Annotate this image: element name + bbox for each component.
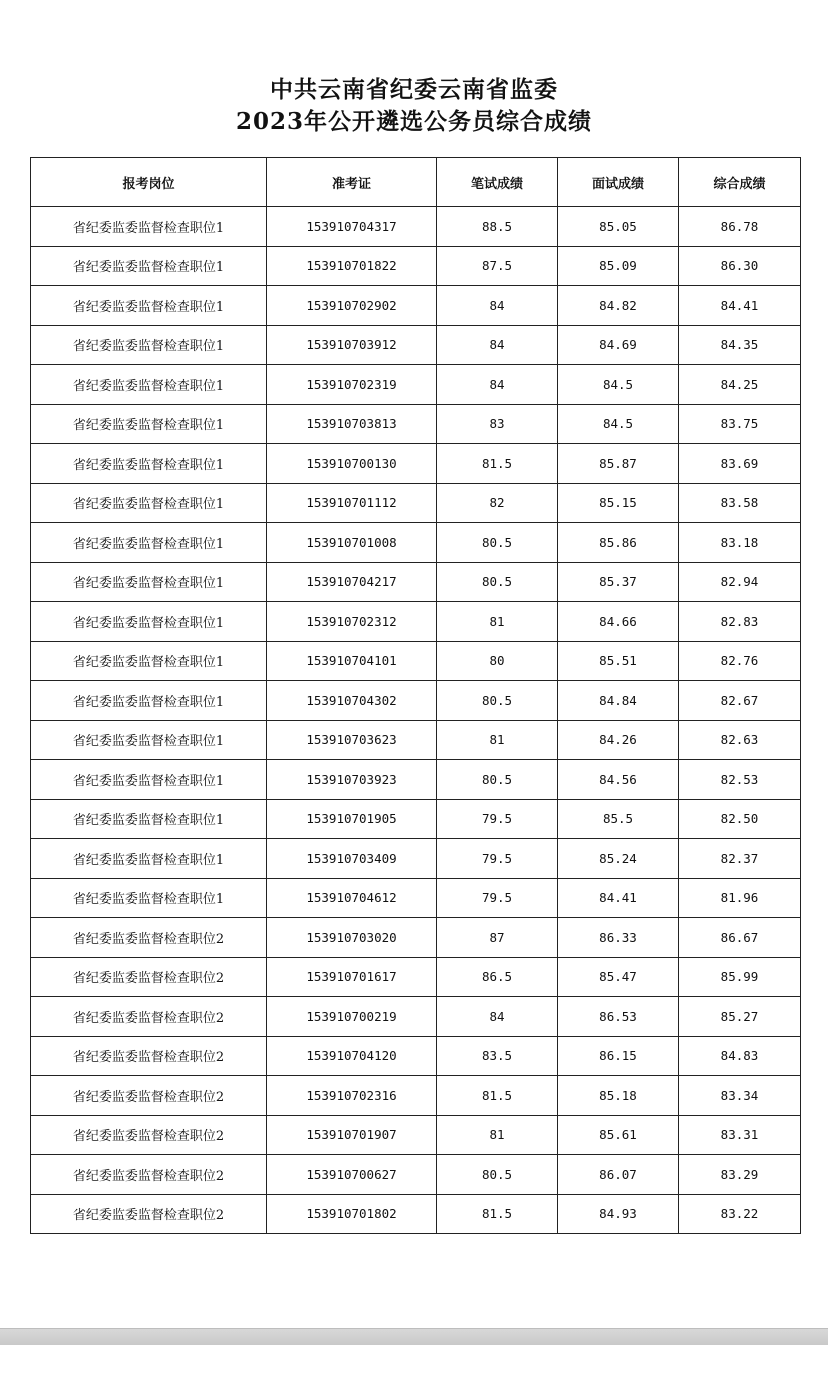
cell-interview-score: 85.51 [558, 641, 679, 681]
cell-written-score: 80.5 [437, 760, 558, 800]
cell-total-score: 84.35 [679, 325, 801, 365]
cell-interview-score: 84.5 [558, 365, 679, 405]
table-row [31, 444, 801, 484]
cell-written-score: 81.5 [437, 1076, 558, 1116]
cell-interview-score: 84.69 [558, 325, 679, 365]
table-row [31, 799, 801, 839]
cell-ticket-number: 153910701822 [267, 246, 437, 286]
table-row [31, 720, 801, 760]
cell-written-score: 81 [437, 1115, 558, 1155]
cell-total-score: 85.27 [679, 997, 801, 1037]
cell-ticket-number: 153910704101 [267, 641, 437, 681]
cell-ticket-number: 153910701617 [267, 957, 437, 997]
cell-ticket-number: 153910701907 [267, 1115, 437, 1155]
cell-ticket-number: 153910703623 [267, 720, 437, 760]
cell-total-score: 82.76 [679, 641, 801, 681]
cell-written-score: 86.5 [437, 957, 558, 997]
cell-interview-score: 85.86 [558, 523, 679, 563]
document-subtitle: 2023年公开遴选公务员综合成绩 [235, 108, 592, 135]
cell-total-score: 82.67 [679, 681, 801, 721]
cell-ticket-number: 153910703923 [267, 760, 437, 800]
cell-interview-score: 85.18 [558, 1076, 679, 1116]
cell-position: 省纪委监委监督检查职位1 [31, 246, 267, 286]
cell-written-score: 83.5 [437, 1036, 558, 1076]
cell-ticket-number: 153910700130 [267, 444, 437, 484]
table-row [31, 562, 801, 602]
cell-written-score: 82 [437, 483, 558, 523]
table-row [31, 286, 801, 326]
cell-total-score: 85.99 [679, 957, 801, 997]
cell-written-score: 80 [437, 641, 558, 681]
cell-ticket-number: 153910702316 [267, 1076, 437, 1116]
cell-interview-score: 86.53 [558, 997, 679, 1037]
cell-interview-score: 85.09 [558, 246, 679, 286]
cell-position: 省纪委监委监督检查职位2 [31, 957, 267, 997]
table-row [31, 1036, 801, 1076]
cell-total-score: 83.58 [679, 483, 801, 523]
cell-written-score: 80.5 [437, 681, 558, 721]
table-body [31, 207, 801, 1234]
cell-written-score: 81.5 [437, 444, 558, 484]
document-title: 中共云南省纪委云南省监委 [270, 76, 558, 103]
table-row [31, 246, 801, 286]
cell-position: 省纪委监委监督检查职位1 [31, 602, 267, 642]
cell-ticket-number: 153910700219 [267, 997, 437, 1037]
cell-ticket-number: 153910703409 [267, 839, 437, 879]
cell-position: 省纪委监委监督检查职位1 [31, 483, 267, 523]
table-row [31, 404, 801, 444]
cell-total-score: 86.67 [679, 918, 801, 958]
cell-interview-score: 85.47 [558, 957, 679, 997]
table-row [31, 523, 801, 563]
cell-written-score: 87.5 [437, 246, 558, 286]
cell-ticket-number: 153910702312 [267, 602, 437, 642]
cell-position: 省纪委监委监督检查职位1 [31, 760, 267, 800]
header-total-score: 综合成绩 [679, 158, 801, 207]
cell-position: 省纪委监委监督检查职位1 [31, 207, 267, 247]
table-row [31, 365, 801, 405]
table-row [31, 1155, 801, 1195]
table-row [31, 641, 801, 681]
cell-written-score: 81 [437, 602, 558, 642]
cell-total-score: 82.63 [679, 720, 801, 760]
cell-position: 省纪委监委监督检查职位1 [31, 641, 267, 681]
cell-ticket-number: 153910704120 [267, 1036, 437, 1076]
cell-written-score: 80.5 [437, 1155, 558, 1195]
cell-total-score: 84.25 [679, 365, 801, 405]
cell-ticket-number: 153910702902 [267, 286, 437, 326]
cell-total-score: 84.83 [679, 1036, 801, 1076]
cell-position: 省纪委监委监督检查职位2 [31, 1076, 267, 1116]
cell-total-score: 86.30 [679, 246, 801, 286]
cell-interview-score: 86.07 [558, 1155, 679, 1195]
cell-position: 省纪委监委监督检查职位1 [31, 325, 267, 365]
cell-position: 省纪委监委监督检查职位1 [31, 562, 267, 602]
cell-position: 省纪委监委监督检查职位1 [31, 404, 267, 444]
table-row [31, 878, 801, 918]
cell-total-score: 84.41 [679, 286, 801, 326]
cell-interview-score: 84.93 [558, 1194, 679, 1234]
cell-ticket-number: 153910703813 [267, 404, 437, 444]
score-table [30, 157, 801, 1234]
cell-position: 省纪委监委监督检查职位1 [31, 799, 267, 839]
cell-position: 省纪委监委监督检查职位2 [31, 1155, 267, 1195]
cell-ticket-number: 153910701802 [267, 1194, 437, 1234]
cell-position: 省纪委监委监督检查职位1 [31, 839, 267, 879]
cell-position: 省纪委监委监督检查职位2 [31, 1194, 267, 1234]
cell-ticket-number: 153910700627 [267, 1155, 437, 1195]
cell-written-score: 80.5 [437, 562, 558, 602]
cell-total-score: 83.18 [679, 523, 801, 563]
cell-written-score: 84 [437, 286, 558, 326]
cell-total-score: 82.83 [679, 602, 801, 642]
cell-interview-score: 84.84 [558, 681, 679, 721]
table-row [31, 1194, 801, 1234]
header-ticket-number: 准考证 [267, 158, 437, 207]
cell-interview-score: 84.26 [558, 720, 679, 760]
cell-position: 省纪委监委监督检查职位1 [31, 720, 267, 760]
table-row [31, 918, 801, 958]
table-row [31, 207, 801, 247]
cell-interview-score: 86.15 [558, 1036, 679, 1076]
cell-interview-score: 84.41 [558, 878, 679, 918]
cell-total-score: 83.29 [679, 1155, 801, 1195]
cell-interview-score: 85.24 [558, 839, 679, 879]
cell-total-score: 83.34 [679, 1076, 801, 1116]
cell-interview-score: 85.15 [558, 483, 679, 523]
cell-position: 省纪委监委监督检查职位1 [31, 444, 267, 484]
cell-interview-score: 85.87 [558, 444, 679, 484]
cell-written-score: 81 [437, 720, 558, 760]
cell-ticket-number: 153910703912 [267, 325, 437, 365]
cell-interview-score: 84.66 [558, 602, 679, 642]
table-row [31, 681, 801, 721]
cell-total-score: 82.94 [679, 562, 801, 602]
cell-interview-score: 85.5 [558, 799, 679, 839]
cell-ticket-number: 153910701008 [267, 523, 437, 563]
bottom-scroll-bar [0, 1328, 828, 1345]
cell-position: 省纪委监委监督检查职位1 [31, 681, 267, 721]
cell-position: 省纪委监委监督检查职位2 [31, 918, 267, 958]
table-row [31, 839, 801, 879]
cell-ticket-number: 153910703020 [267, 918, 437, 958]
cell-total-score: 83.22 [679, 1194, 801, 1234]
cell-written-score: 84 [437, 997, 558, 1037]
cell-ticket-number: 153910701905 [267, 799, 437, 839]
cell-position: 省纪委监委监督检查职位2 [31, 997, 267, 1037]
cell-total-score: 83.31 [679, 1115, 801, 1155]
cell-total-score: 82.37 [679, 839, 801, 879]
table-row [31, 483, 801, 523]
cell-total-score: 86.78 [679, 207, 801, 247]
cell-written-score: 79.5 [437, 878, 558, 918]
cell-written-score: 81.5 [437, 1194, 558, 1234]
cell-ticket-number: 153910701112 [267, 483, 437, 523]
cell-ticket-number: 153910704302 [267, 681, 437, 721]
cell-total-score: 81.96 [679, 878, 801, 918]
cell-written-score: 83 [437, 404, 558, 444]
table-row [31, 957, 801, 997]
table-row [31, 325, 801, 365]
table-row [31, 1076, 801, 1116]
cell-ticket-number: 153910704612 [267, 878, 437, 918]
cell-interview-score: 85.61 [558, 1115, 679, 1155]
cell-position: 省纪委监委监督检查职位1 [31, 365, 267, 405]
cell-total-score: 82.50 [679, 799, 801, 839]
cell-position: 省纪委监委监督检查职位1 [31, 286, 267, 326]
cell-interview-score: 84.5 [558, 404, 679, 444]
table-row [31, 1115, 801, 1155]
cell-total-score: 82.53 [679, 760, 801, 800]
cell-interview-score: 85.05 [558, 207, 679, 247]
cell-ticket-number: 153910704217 [267, 562, 437, 602]
cell-interview-score: 85.37 [558, 562, 679, 602]
cell-position: 省纪委监委监督检查职位1 [31, 523, 267, 563]
cell-ticket-number: 153910704317 [267, 207, 437, 247]
cell-written-score: 88.5 [437, 207, 558, 247]
cell-written-score: 79.5 [437, 799, 558, 839]
cell-interview-score: 86.33 [558, 918, 679, 958]
cell-total-score: 83.69 [679, 444, 801, 484]
cell-ticket-number: 153910702319 [267, 365, 437, 405]
cell-written-score: 79.5 [437, 839, 558, 879]
cell-written-score: 80.5 [437, 523, 558, 563]
table-header-row [31, 158, 801, 207]
cell-position: 省纪委监委监督检查职位2 [31, 1036, 267, 1076]
header-interview-score: 面试成绩 [558, 158, 679, 207]
table-row [31, 997, 801, 1037]
cell-position: 省纪委监委监督检查职位2 [31, 1115, 267, 1155]
table-row [31, 602, 801, 642]
cell-total-score: 83.75 [679, 404, 801, 444]
cell-interview-score: 84.82 [558, 286, 679, 326]
cell-position: 省纪委监委监督检查职位1 [31, 878, 267, 918]
cell-written-score: 84 [437, 365, 558, 405]
header-written-score: 笔试成绩 [437, 158, 558, 207]
cell-interview-score: 84.56 [558, 760, 679, 800]
cell-written-score: 84 [437, 325, 558, 365]
header-position: 报考岗位 [31, 158, 267, 207]
table-row [31, 760, 801, 800]
cell-written-score: 87 [437, 918, 558, 958]
